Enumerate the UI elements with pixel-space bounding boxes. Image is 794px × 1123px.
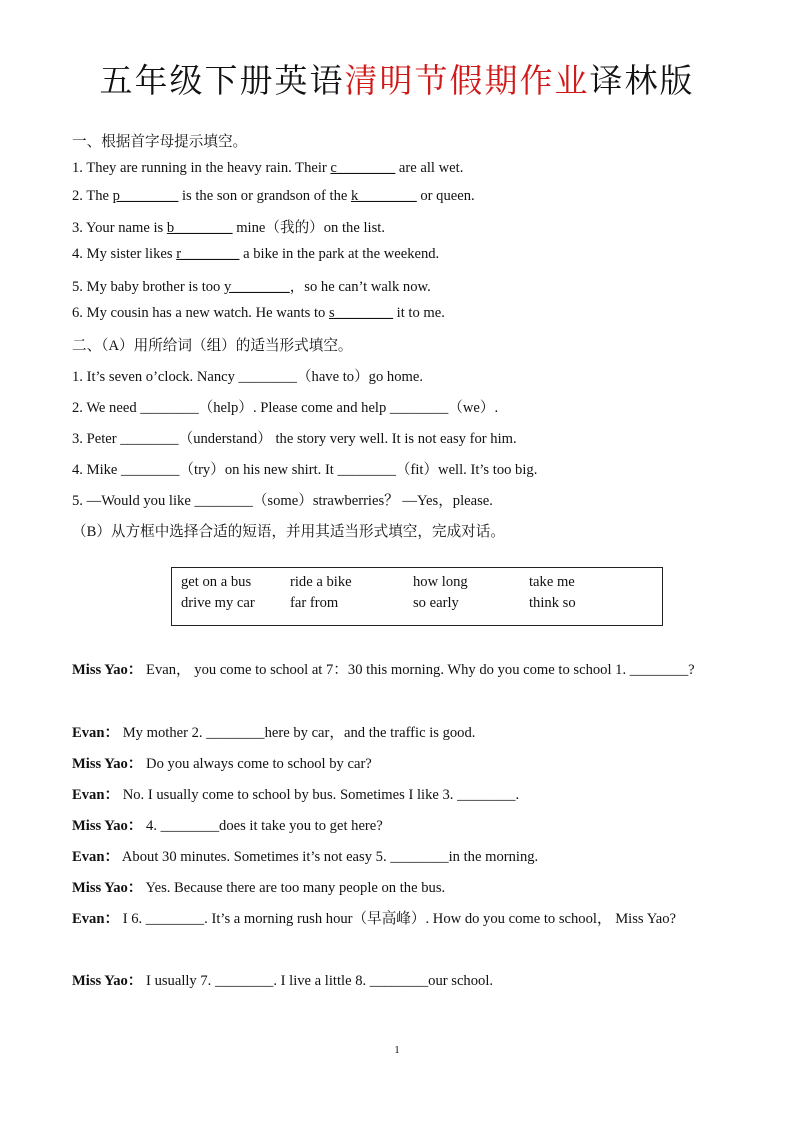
dialogue-line-5: Miss Yao： 4. ________does it take you to get here? xyxy=(72,818,383,834)
dialogue-line-2: Evan： My mother 2. ________here by car，and the traffic is good. xyxy=(72,725,476,741)
phrase: ride a bike xyxy=(290,574,352,590)
title-part1: 五年级下册英语 xyxy=(99,61,345,100)
phrase: take me xyxy=(529,574,575,590)
speaker: Miss Yao： xyxy=(72,973,143,989)
phrase: so early xyxy=(413,595,459,611)
answer-blank[interactable]: c________ xyxy=(330,160,396,176)
speaker: Evan： xyxy=(72,849,120,865)
phrase: think so xyxy=(529,595,576,611)
speaker: Miss Yao： xyxy=(72,756,143,772)
section1-item-6: 6. My cousin has a new watch. He wants to s________ it to me. xyxy=(72,305,445,321)
dialogue-line-8: Evan： I 6. ________. It’s a morning rush hour（早高峰）. How do you come to school， Miss Yao? xyxy=(72,911,677,927)
answer-blank[interactable]: s________ xyxy=(328,305,394,321)
section1-item-1: 1. They are running in the heavy rain. Their c________ are all wet. xyxy=(72,160,464,176)
speaker: Miss Yao： xyxy=(72,818,143,834)
speaker: Evan： xyxy=(72,787,120,803)
answer-blank[interactable]: r________ xyxy=(176,246,240,262)
phrase: get on a bus xyxy=(181,574,252,590)
section1-item-2: 2. The p________ is the son or grandson of the k________ or queen. xyxy=(72,188,475,204)
dialogue-line-7: Miss Yao： Yes. Because there are too many people on the bus. xyxy=(72,880,446,896)
answer-blank[interactable]: p________ xyxy=(112,188,179,204)
phrase: far from xyxy=(290,595,339,611)
dialogue-line-3: Miss Yao： Do you always come to school by car? xyxy=(72,756,372,772)
phrase: drive my car xyxy=(181,595,255,611)
answer-blank[interactable]: b________ xyxy=(166,220,233,236)
page-title xyxy=(0,55,794,102)
page-number: 1 xyxy=(394,1044,400,1056)
phrase-box xyxy=(171,567,663,626)
dialogue-line-1: Miss Yao： Evan， you come to school at 7：30 this morning. Why do you come to school 1. ________? xyxy=(72,662,695,678)
section2a-item-2: 2. We need ________（help）. Please come and help ________（we）. xyxy=(72,400,499,416)
section2a-item-1: 1. It’s seven o’clock. Nancy ________（have to）go home. xyxy=(72,369,423,385)
speaker: Miss Yao： xyxy=(72,880,143,896)
section1-item-4: 4. My sister likes r________ a bike in the park at the weekend. xyxy=(72,246,440,262)
dialogue-line-9: Miss Yao： I usually 7. ________. I live a little 8. ________our school. xyxy=(72,973,494,989)
speaker: Evan： xyxy=(72,911,120,927)
answer-blank[interactable]: y________ xyxy=(224,279,290,295)
section1-item-3: 3. Your name is b________ mine（我的）on the list. xyxy=(72,220,385,236)
section1-item-5: 5. My baby brother is too y________，so he can’t walk now. xyxy=(72,279,431,295)
section2a-item-3: 3. Peter ________（understand） the story very well. It is not easy for him. xyxy=(72,431,517,447)
dialogue-line-6: Evan： About 30 minutes. Sometimes it’s not easy 5. ________in the morning. xyxy=(72,849,539,865)
section2b-heading: （B）从方框中选择合适的短语，并用其适当形式填空，完成对话。 xyxy=(72,524,505,540)
title-part2: 清明节假期作业 xyxy=(344,61,590,100)
speaker: Miss Yao： xyxy=(72,662,143,678)
section2a-heading: 二、（A）用所给词（组）的适当形式填空。 xyxy=(72,338,353,354)
answer-blank[interactable]: k________ xyxy=(351,188,417,204)
speaker: Evan： xyxy=(72,725,120,741)
title-part3: 译林版 xyxy=(589,61,695,100)
section1-heading: 一、根据首字母提示填空。 xyxy=(72,134,248,150)
dialogue-line-4: Evan： No. I usually come to school by bus. Sometimes I like 3. ________. xyxy=(72,787,520,803)
phrase: how long xyxy=(413,574,468,590)
section2a-item-5: 5. —Would you like ________（some）strawberries？ —Yes，please. xyxy=(72,493,493,509)
section2a-item-4: 4. Mike ________（try）on his new shirt. It ________（fit）well. It’s too big. xyxy=(72,462,538,478)
